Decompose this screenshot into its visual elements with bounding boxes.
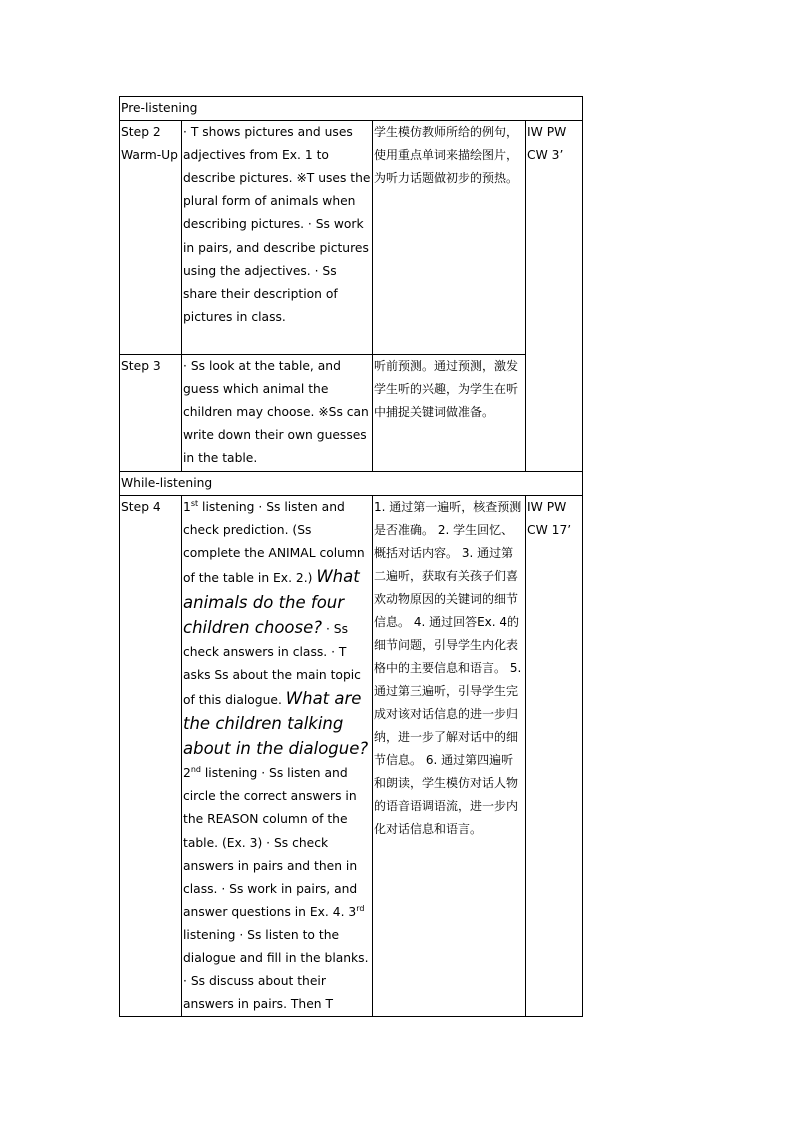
step-2-label: Step 2 Warm-Up	[120, 121, 182, 355]
step-4-activity-c: listening · Ss listen and circle the correct answers in the REASON column of the table. (Ex. 3) · Ss check answers in pairs and then in class. · Ss work in pairs, and answer questions in Ex. 4.	[183, 766, 358, 919]
table-row-step-3	[120, 355, 583, 472]
step-4-purpose: 1. 通过第一遍听，核查预测是否准确。 2. 学生回忆、概括对话内容。 3. 通过第二遍听，获取有关孩子们喜欢动物原因的关键词的细节信息。 4. 通过回答Ex. 4的细节问题，引导学生内化表格中的主要信息和语言。 5. 通过第三遍听，引导学生完成对该对话信息的进一步归纳，进一步了解对话中的细节信息。 6. 通过第四遍听和朗读，学生模仿对话人物的语音语调语流，进一步内化对话信息和语言。	[373, 496, 526, 1017]
step-2-purpose: 学生模仿教师所给的例句，使用重点单词来描绘图片，为听力话题做初步的预热。	[373, 121, 526, 355]
lesson-plan-table	[119, 96, 583, 1017]
step-4-activity-b: · Ss check answers in class. · T asks Ss about the main topic of this dialogue.	[183, 621, 361, 707]
ordinal-3: 3	[348, 904, 357, 919]
step-4-activity-d: listening · Ss listen to the dialogue and fill in the blanks. · Ss discuss about their answers in pairs. Then T	[183, 927, 369, 1012]
step-2-activity: · T shows pictures and uses adjectives from Ex. 1 to describe pictures. ※T uses the plural form of animals when describing pictures. · Ss work in pairs, and describe pictures using the adjectives. · Ss share their description of pictures in class.	[182, 121, 373, 355]
step-4-activity-a: listening · Ss listen and check prediction. (Ss complete the ANIMAL column of the table in Ex. 2.)	[183, 500, 365, 586]
table-row-step-2	[120, 121, 583, 355]
section-row-while-listening	[120, 472, 583, 496]
step-3-label: Step 3	[120, 355, 182, 472]
ordinal-2-suffix: nd	[190, 765, 201, 775]
question-1: What animals do the four children choose?	[183, 567, 360, 637]
step-3-activity: · Ss look at the table, and guess which animal the children may choose. ※Ss can write down their own guesses in the table.	[182, 355, 373, 472]
step-2-mode: IW PW CW 3’	[526, 121, 583, 472]
ordinal-1: 1	[183, 500, 191, 515]
section-title-pre-listening: Pre-listening	[120, 97, 583, 121]
step-4-mode: IW PW CW 17’	[526, 496, 583, 1017]
table-row-step-4	[120, 496, 583, 1017]
step-3-purpose: 听前预测。通过预测，激发学生听的兴趣，为学生在听中捕捉关键词做准备。	[373, 355, 526, 472]
step-4-activity	[182, 496, 373, 1017]
section-row-pre-listening	[120, 97, 583, 121]
ordinal-2: 2	[183, 766, 191, 781]
ordinal-1-suffix: st	[190, 499, 199, 509]
question-2: What are the children talking about in the dialogue?	[183, 688, 369, 759]
step-4-label: Step 4	[120, 496, 182, 1017]
ordinal-3-suffix: rd	[356, 903, 365, 913]
section-title-while-listening: While-listening	[120, 472, 583, 496]
